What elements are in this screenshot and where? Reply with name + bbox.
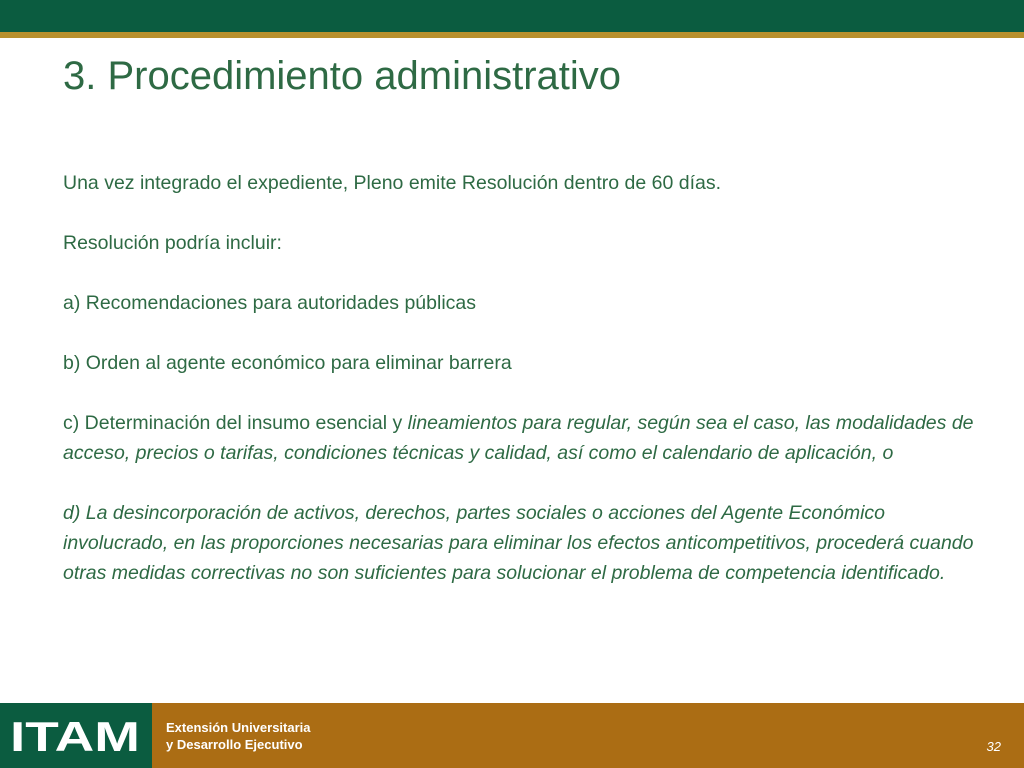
slide-body: [63, 168, 983, 588]
list-item-c-plain: c) Determinación del insumo esencial y: [63, 412, 408, 434]
header-stripe: [0, 32, 1024, 38]
itam-logo: [10, 717, 142, 755]
footer-logo-panel: [0, 703, 152, 768]
footer-program-line1: Extensión Universitaria: [166, 720, 311, 735]
footer-program-name: [166, 719, 311, 753]
list-item-d: [63, 498, 983, 588]
header-band: [0, 0, 1024, 32]
itam-logo-text: ITAM: [10, 717, 140, 755]
slide-title: 3. Procedimiento administrativo: [63, 54, 622, 98]
list-item-b: b) Orden al agente económico para eliminar barrera: [63, 352, 512, 374]
footer-bar: [0, 703, 1024, 768]
footer-program-line2: y Desarrollo Ejecutivo: [166, 737, 303, 752]
list-item-c-italic: lineamientos para regular, según sea el caso, las modalidades de acceso, precios o tarifas, condiciones técnicas y calidad, así como el calendario de aplicación, o: [63, 412, 974, 464]
paragraph-intro: Una vez integrado el expediente, Pleno emite Resolución dentro de 60 días.: [63, 172, 722, 194]
list-item-a: a) Recomendaciones para autoridades públicas: [63, 292, 477, 314]
list-item-d-italic: d) La desincorporación de activos, derechos, partes sociales o acciones del Agente Económico involucrado, en las proporciones necesarias para eliminar los efectos anticompetitivos, procederá cuando otras medidas correctivas no son suficientes para solucionar el problema de competencia identificado.: [63, 502, 974, 584]
list-item-c: [63, 408, 983, 468]
page-number: 32: [986, 739, 1001, 754]
paragraph-resolution-heading: Resolución podría incluir:: [63, 232, 282, 254]
